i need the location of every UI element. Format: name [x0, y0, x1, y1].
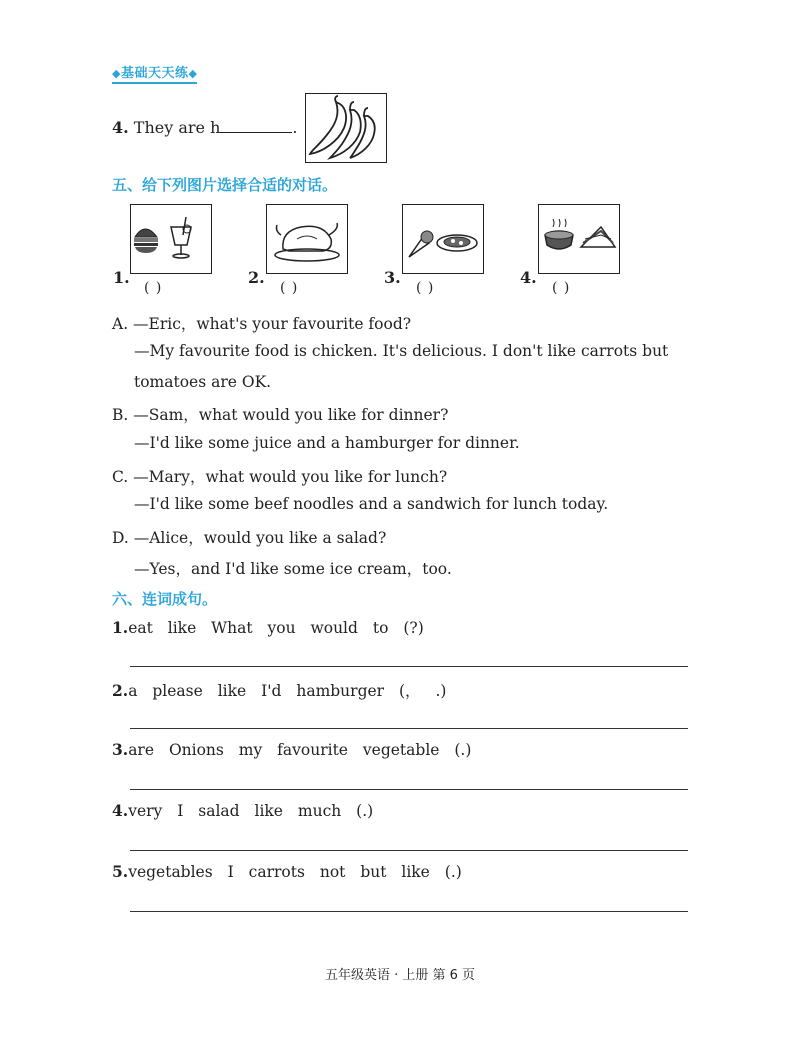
answer-line[interactable]: [130, 666, 688, 667]
sentence-item: 4.very I salad like much (.): [112, 801, 374, 820]
answer-blank[interactable]: [220, 118, 292, 133]
answer-paren[interactable]: ( ): [280, 280, 299, 296]
hamburger-drink-icon: [131, 205, 211, 273]
diamond-icon: ◆: [112, 67, 121, 80]
answer-paren[interactable]: ( ): [552, 280, 571, 296]
question-4: 4. They are h .: [112, 118, 298, 137]
picture-3: [402, 204, 484, 274]
picture-1: [130, 204, 212, 274]
noodles-sandwich-icon: [539, 205, 619, 273]
dialogue-line: —Yes，and I'd like some ice cream，too.: [134, 560, 452, 578]
section-6-title: 六、连词成句。: [112, 590, 218, 608]
answer-paren[interactable]: ( ): [144, 280, 163, 296]
picture-number: 3.: [384, 268, 401, 287]
sentence-item: 3.are Onions my favourite vegetable (.): [112, 740, 472, 759]
picture-4: [538, 204, 620, 274]
section-header-tag: ◆基础天天练◆: [112, 62, 197, 84]
dialogue-line: —I'd like some beef noodles and a sandwich for lunch today.: [134, 495, 609, 513]
diamond-icon: ◆: [188, 67, 198, 80]
answer-line[interactable]: [130, 911, 688, 912]
answer-line[interactable]: [130, 789, 688, 790]
picture-2: [266, 204, 348, 274]
picture-number: 1.: [113, 268, 130, 287]
dialogue-line: C. —Mary，what would you like for lunch?: [112, 468, 448, 486]
chili-peppers-icon: [306, 94, 386, 162]
picture-number: 4.: [520, 268, 537, 287]
section-5-title: 五、给下列图片选择合适的对话。: [112, 176, 338, 194]
answer-paren[interactable]: ( ): [416, 280, 435, 296]
sentence-item: 1.eat like What you would to (?): [112, 618, 424, 637]
dialogue-line: B. —Sam，what would you like for dinner?: [112, 406, 449, 424]
page-footer: 五年级英语 · 上册 第 6 页: [324, 968, 476, 983]
sentence-item: 5.vegetables I carrots not but like (.): [112, 862, 462, 881]
sentence-item: 2.a please like I'd hamburger (， .): [112, 681, 447, 700]
chili-peppers-picture: [305, 93, 387, 163]
picture-number: 2.: [248, 268, 265, 287]
icecream-salad-icon: [403, 205, 483, 273]
dialogue-line: D. —Alice，would you like a salad?: [112, 529, 387, 547]
dialogue-line: tomatoes are OK.: [134, 373, 272, 391]
dialogue-line: A. —Eric，what's your favourite food?: [112, 315, 412, 333]
dialogue-line: —I'd like some juice and a hamburger for dinner.: [134, 434, 520, 452]
dialogue-line: —My favourite food is chicken. It's delicious. I don't like carrots but: [134, 342, 669, 360]
answer-line[interactable]: [130, 728, 688, 729]
answer-line[interactable]: [130, 850, 688, 851]
roast-chicken-icon: [267, 205, 347, 273]
